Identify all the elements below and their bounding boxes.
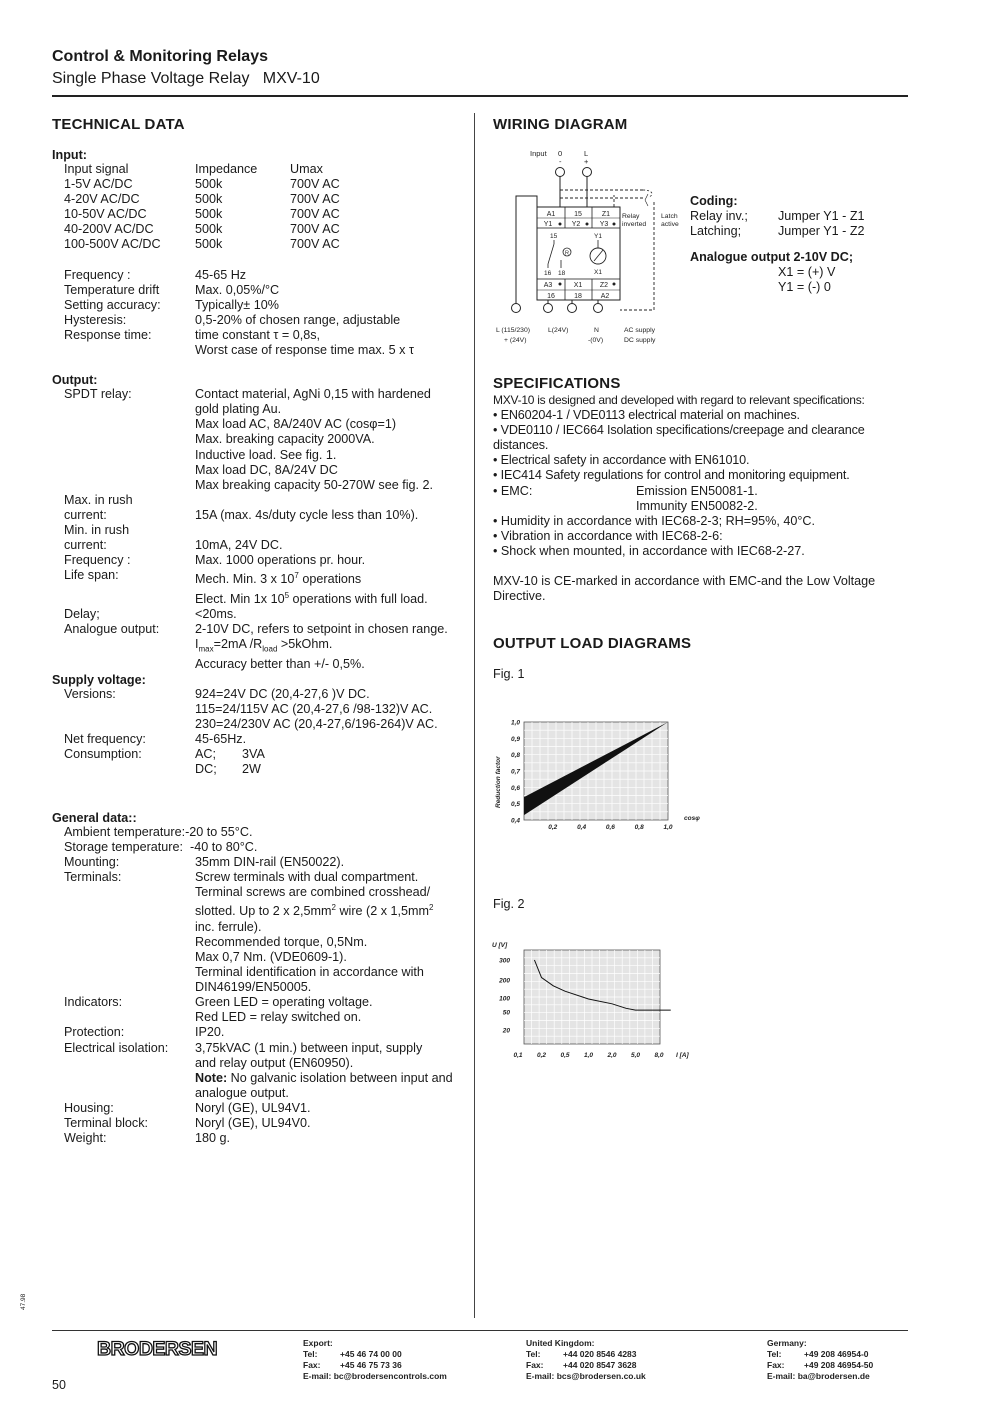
de-heading: Germany:: [767, 1338, 807, 1348]
internal-16: 16: [544, 270, 552, 277]
x-tick-label: 1,0: [663, 824, 673, 831]
lifespan-key: Life span:: [64, 568, 119, 583]
brand-logo: BRODERSEN: [97, 1338, 218, 1360]
input-table: [52, 162, 340, 253]
wiring-t0: 0: [558, 149, 563, 158]
input-signal: 40-200V AC/DC: [64, 222, 154, 237]
table-row: [52, 177, 340, 192]
x-tick-label: 8,0: [654, 1052, 664, 1059]
wiring-input-label: Input: [530, 149, 547, 158]
spec-item: • EN60204-1 / VDE0113 electrical material on machines.: [493, 408, 800, 423]
x-tick-label: 0,8: [634, 824, 644, 831]
spec-emc: [493, 484, 903, 499]
terminal-circle: [568, 304, 577, 313]
table-row: [52, 1025, 453, 1040]
table-row: [52, 553, 448, 568]
spec-item: • VDE0110 / IEC664 Isolation specifications/creepage and clearance: [493, 423, 865, 438]
terminal-Y3: Y3: [599, 221, 609, 228]
export-fax: +45 46 75 73 36: [340, 1360, 402, 1370]
specifications-body: [493, 393, 903, 604]
x-tick-label: 0,1: [513, 1052, 523, 1059]
export-email: E-mail: bc@brodersencontrols.com: [303, 1371, 447, 1381]
lifespan-elect-end: operations with full load.: [289, 591, 428, 606]
table-row: [52, 298, 414, 313]
bottom-L2: + (24V): [504, 337, 527, 344]
header-divider: [52, 95, 908, 97]
terminal-circle: [512, 304, 521, 313]
coding-value: Jumper Y1 - Z1: [778, 209, 865, 224]
export-heading: Export:: [303, 1338, 333, 1348]
input-params: [52, 268, 414, 359]
uk-tel-key: Tel:: [526, 1349, 541, 1359]
terminal-circle: [583, 168, 592, 177]
terminals-value: [195, 870, 453, 995]
input-table-header: [52, 162, 340, 177]
coding-block: [690, 194, 905, 296]
general-table: [52, 855, 453, 1146]
versions-key: Versions:: [64, 686, 116, 701]
terminal-circle: [544, 304, 553, 313]
netfreq-key: Net frequency:: [64, 731, 146, 746]
column-divider: [474, 113, 475, 1318]
housing-key: Housing:: [64, 1100, 114, 1115]
bottom-0V: -(0V): [588, 337, 604, 344]
consumption-key: Consumption:: [64, 747, 142, 762]
technical-data-heading: TECHNICAL DATA: [52, 116, 185, 133]
consumption-value: [195, 747, 438, 777]
terminals-line2a: slotted. Up to 2 x 2,5mm: [195, 904, 332, 919]
spec-item: • Humidity in accordance with IEC68-2-3; RH=95%, 40°C.: [493, 513, 815, 528]
table-row: [52, 283, 414, 298]
coding-rows: [690, 209, 905, 239]
analogue-row: Y1 = (-) 0: [778, 280, 831, 295]
jumper-arrow: [645, 194, 648, 206]
wiring-diagram: [488, 140, 688, 350]
y-tick-label: 100: [499, 995, 510, 1003]
footer-divider: [52, 1330, 908, 1331]
analogue-end: >5kOhm.: [277, 637, 333, 651]
terminals-line1: Screw terminals with dual compartment. Terminal screws are combined crosshead/: [195, 870, 431, 900]
y-tick-label: 0,9: [510, 735, 520, 743]
analogue-i: I: [195, 637, 199, 651]
fig1-label: Fig. 1: [493, 667, 525, 681]
footer-uk: [526, 1338, 646, 1382]
de-fax-key: Fax:: [767, 1360, 785, 1370]
emc-immunity: Immunity EN50082-2.: [636, 498, 758, 513]
emc-key: • EMC:: [493, 483, 533, 498]
param-key: Temperature drift: [64, 282, 160, 297]
terminal-circle: [556, 168, 565, 177]
y-axis-label: Reduction factor: [495, 756, 502, 808]
x-tick-label: 0,5: [560, 1052, 570, 1059]
ce-statement: MXV-10 is CE-marked in accordance with EMC-and the Low Voltage Directive.: [493, 574, 876, 604]
page-number: 50: [52, 1378, 66, 1392]
analogue-max: max: [198, 644, 214, 654]
terminal-dot: [613, 283, 616, 286]
terminal-A3: A3: [543, 282, 553, 289]
y-tick-label: 200: [499, 977, 510, 985]
spec-list-2: [493, 514, 903, 559]
input-signal: 1-5V AC/DC: [64, 177, 133, 192]
uk-heading: United Kingdom:: [526, 1338, 595, 1348]
uk-email: E-mail: bcs@brodersen.co.uk: [526, 1371, 646, 1381]
terminal-Y1: Y1: [543, 221, 553, 228]
input-signal: 100-500V AC/DC: [64, 237, 161, 252]
general-data-section: [52, 811, 467, 1146]
ac-supply: AC supply: [624, 327, 655, 334]
terminal-circle: [594, 304, 603, 313]
param-key: Frequency :: [64, 267, 131, 282]
spec-item: • Electrical safety in accordance with EN61010.: [493, 453, 750, 468]
terminal-A1: A1: [546, 211, 556, 218]
uk-fax-key: Fax:: [526, 1360, 544, 1370]
table-row: [52, 523, 448, 553]
note-label: Note:: [195, 1070, 228, 1085]
input-signal: 10-50V AC/DC: [64, 207, 147, 222]
y-tick-label: 1,0: [510, 719, 520, 727]
table-row: [52, 1041, 453, 1101]
y-tick-label: 0,4: [510, 817, 520, 825]
table-row: [52, 237, 340, 252]
spec-item: • Shock when mounted, in accordance with IEC68-2-27.: [493, 543, 805, 558]
lifespan-mech-end: operations: [298, 572, 362, 587]
table-row: [52, 568, 448, 607]
input-label: Input:: [52, 148, 87, 162]
terminal-block-key: Terminal block:: [64, 1115, 148, 1130]
inrush-key: Max. in rush current:: [64, 492, 133, 522]
input-impedance: 500k: [195, 222, 223, 237]
terminals-line3: inc. ferrule). Recommended torque, 0,5Nm. Max 0,7 Nm. (VDE0609-1). Terminal identification in accordance with DIN46199/EN50005.: [195, 919, 424, 995]
input-col-impedance: Impedance: [195, 162, 258, 176]
isolation-key: Electrical isolation:: [64, 1040, 169, 1055]
de-tel-key: Tel:: [767, 1349, 782, 1359]
input-umax: 700V AC: [290, 177, 340, 192]
spec-item: • Vibration in accordance with IEC68-2-6:: [493, 528, 723, 543]
y-tick-label: 20: [502, 1027, 510, 1035]
terminal-Y2: Y2: [571, 221, 581, 228]
terminals-key: Terminals:: [64, 870, 122, 885]
bottom-L1: L (115/230): [496, 327, 531, 334]
table-row: [52, 313, 414, 328]
input-impedance: 500k: [195, 192, 223, 207]
delay-key: Delay;: [64, 606, 100, 621]
table-row: [52, 493, 448, 523]
emc-emission: Emission EN50081-1.: [636, 483, 758, 498]
page-subtitle: Single Phase Voltage Relay MXV-10: [52, 70, 320, 87]
relay-inverted-2: inverted: [622, 221, 647, 228]
analogue-mid: =2mA /R: [213, 637, 263, 651]
consumption-dc: DC;: [195, 762, 217, 777]
min-inrush-value: 10mA, 24V DC.: [195, 538, 283, 553]
analogue-rows: [690, 265, 905, 295]
consumption-ac: AC;: [195, 747, 216, 762]
coding-row: [690, 224, 905, 239]
internal-X1: X1: [594, 269, 602, 276]
table-row: [52, 192, 340, 207]
input-col-signal: Input signal: [64, 162, 129, 176]
de-email: E-mail: ba@brodersen.de: [767, 1371, 870, 1381]
fig2-label: Fig. 2: [493, 897, 525, 911]
bottom-N: N: [594, 327, 599, 334]
delay-value: <20ms.: [195, 606, 237, 621]
table-row: [52, 995, 453, 1025]
x-axis-label: I [A]: [676, 1052, 689, 1059]
input-umax: 700V AC: [290, 222, 340, 237]
y-tick-label: 50: [502, 1009, 510, 1017]
terminal-X1b: X1: [573, 282, 583, 289]
analogue-key: Analogue output:: [64, 621, 160, 636]
input-col-umax: Umax: [290, 162, 323, 176]
supply-table: [52, 687, 438, 778]
coding-row: [690, 209, 905, 224]
lifespan-elect-exp: 5: [284, 590, 290, 600]
y-tick-label: 0,7: [510, 768, 520, 776]
analogue-line3: Accuracy better than +/- 0,5%.: [195, 656, 365, 671]
input-impedance: 500k: [195, 177, 223, 192]
y-tick-label: 300: [499, 957, 510, 965]
table-row: [52, 870, 453, 995]
internal-15: 15: [550, 233, 558, 240]
consumption-ac-value: 3VA: [242, 747, 265, 762]
wire: [516, 196, 537, 304]
coding-label: Coding:: [690, 194, 738, 208]
mounting-value: 35mm DIN-rail (EN50022).: [195, 855, 345, 870]
terminal-15: 15: [574, 211, 582, 218]
wiring-heading: WIRING DIAGRAM: [493, 116, 628, 133]
weight-key: Weight:: [64, 1131, 107, 1146]
footer-export: [303, 1338, 447, 1382]
page-title: Control & Monitoring Relays: [52, 48, 268, 65]
terminal-dot: [586, 223, 589, 226]
analogue-value: [195, 622, 448, 672]
jumper-loop: [643, 190, 652, 197]
coding-key: Relay inv.;: [690, 209, 748, 224]
terminal-dot: [613, 223, 616, 226]
x-tick-label: 0,2: [536, 1052, 547, 1059]
table-row: [52, 607, 448, 622]
doc-code: 47.98: [20, 1293, 27, 1310]
netfreq-value: 45-65Hz.: [195, 731, 247, 746]
table-row: [52, 687, 438, 732]
isolation-line: 3,75kVAC (1 min.) between input, supply and relay output (EN60950).: [195, 1040, 423, 1070]
load-diagrams-heading: OUTPUT LOAD DIAGRAMS: [493, 635, 692, 652]
dc-supply: DC supply: [624, 337, 656, 344]
bottom-L24: L(24V): [548, 327, 569, 334]
protection-value: IP20.: [195, 1025, 225, 1040]
protection-key: Protection:: [64, 1025, 125, 1040]
y-tick-label: 0,6: [510, 784, 520, 792]
analogue-line1: 2-10V DC, refers to setpoint in chosen range.: [195, 621, 448, 636]
input-impedance: 500k: [195, 207, 223, 222]
terminals-sup2: 2: [429, 903, 434, 913]
relay-inverted-1: Relay: [622, 213, 640, 220]
mounting-key: Mounting:: [64, 855, 120, 870]
relay-coil-mark: R: [565, 250, 569, 257]
coding-value: Jumper Y1 - Z2: [778, 224, 865, 239]
x-tick-label: 0,4: [577, 824, 587, 831]
isolation-value: [195, 1041, 453, 1101]
terminal-Z2: Z2: [599, 282, 609, 289]
table-row: [52, 622, 448, 672]
spec-list: [493, 408, 903, 483]
wiring-tplus: +: [584, 157, 589, 166]
output-frequency-key: Frequency :: [64, 553, 131, 568]
internal-18: 18: [558, 270, 566, 277]
spec-intro: MXV-10 is designed and developed with regard to relevant specifications:: [493, 393, 865, 407]
param-key: Response time:: [64, 327, 152, 342]
input-signal: 4-20V AC/DC: [64, 192, 140, 207]
terminal-18: 18: [574, 293, 582, 300]
uk-tel: +44 020 8546 4283: [563, 1349, 637, 1359]
table-row: [52, 328, 414, 358]
wiring-tminus: -: [559, 157, 562, 166]
y-tick-label: 0,5: [510, 801, 520, 809]
spdt-key: SPDT relay:: [64, 387, 132, 402]
supply-label: Supply voltage:: [52, 672, 146, 687]
param-value: 45-65 Hz: [195, 267, 247, 282]
technical-data-section: [52, 148, 467, 777]
fig1-chart: [488, 712, 718, 837]
param-value: time constant τ = 0,8s, Worst case of response time max. 5 x τ: [195, 327, 414, 358]
spec-item: • IEC414 Safety regulations for control and monitoring equipment.: [493, 468, 850, 483]
spdt-value: Contact material, AgNi 0,15 with hardened gold plating Au. Max load AC, 8A/240V AC (cosφ=1) Max. breaking capacity 2000VA. Inductive load. See fig. 1. Max load DC, 8A/24V DC Max breaking capacity 50-270W see fig. 2.: [195, 387, 434, 492]
uk-fax: +44 020 8547 3628: [563, 1360, 637, 1370]
latch-active-2: active: [661, 221, 679, 228]
input-umax: 700V AC: [290, 192, 340, 207]
table-row: [52, 1131, 453, 1146]
table-row: [52, 1101, 453, 1116]
lifespan-value: [195, 568, 448, 607]
param-key: Setting accuracy:: [64, 297, 161, 312]
x-axis-label: cosφ: [684, 815, 700, 822]
terminal-block-value: Noryl (GE), UL94V0.: [195, 1115, 311, 1130]
table-row: [52, 268, 414, 283]
wiring-tL: L: [584, 149, 589, 158]
input-impedance: 500k: [195, 237, 223, 252]
table-row: [52, 747, 438, 777]
table-row: [52, 1116, 453, 1131]
input-umax: 700V AC: [290, 237, 340, 252]
de-fax: +49 208 46954-50: [804, 1360, 874, 1370]
terminal-16: 16: [547, 293, 555, 300]
y-axis-label: U [V]: [492, 942, 508, 949]
footer-germany: [767, 1338, 873, 1382]
versions-value: 924=24V DC (20,4-27,6 )V DC. 115=24/115V AC (20,4-27,6 /98-132)V AC. 230=24/230V AC (20,4-27,6/196-264)V AC.: [195, 686, 438, 731]
latch-active-1: Latch: [661, 213, 678, 220]
y-tick-label: 0,8: [510, 752, 520, 760]
ambient-temp: Ambient temperature:-20 to 55°C.: [64, 825, 253, 839]
analogue-label: Analogue output 2-10V DC;: [690, 250, 854, 265]
param-value: Max. 0,05%/°C: [195, 282, 280, 297]
output-table: [52, 387, 448, 672]
table-row: [52, 855, 453, 870]
fig2-chart: [488, 938, 718, 1063]
x-tick-label: 0,6: [605, 824, 615, 831]
analogue-load: load: [262, 644, 278, 654]
table-row: [52, 732, 438, 747]
table-row: [52, 222, 340, 237]
terminal-dot: [559, 223, 562, 226]
input-umax: 700V AC: [290, 207, 340, 222]
min-inrush-key: Min. in rush current:: [64, 522, 130, 553]
export-tel: +45 46 74 00 00: [340, 1349, 402, 1359]
terminals-sup1: 2: [331, 903, 336, 913]
param-value: 0,5-20% of chosen range, adjustable: [195, 312, 401, 327]
output-label: Output:: [52, 373, 98, 388]
x-tick-label: 1,0: [583, 1052, 594, 1059]
terminals-line2b: wire (2 x 1,5mm: [335, 904, 430, 919]
export-tel-key: Tel:: [303, 1349, 318, 1359]
param-value: Typically± 10%: [195, 297, 279, 312]
general-label: General data::: [52, 811, 137, 825]
x-tick-label: 0,2: [548, 824, 558, 831]
housing-value: Noryl (GE), UL94V1.: [195, 1100, 311, 1115]
terminal-A2: A2: [600, 293, 610, 300]
x-tick-label: 5,0: [630, 1052, 641, 1059]
note-text: No galvanic isolation between input and analogue output.: [195, 1070, 453, 1100]
table-row: [52, 387, 448, 493]
table-row: [52, 207, 340, 222]
storage-temp: Storage temperature: -40 to 80°C.: [64, 840, 258, 855]
lifespan-mech: Mech. Min. 3 x 10: [195, 572, 295, 587]
lifespan-elect: Elect. Min 1x 10: [195, 591, 285, 606]
x-tick-label: 2,0: [607, 1052, 617, 1059]
lifespan-mech-exp: 7: [294, 571, 299, 581]
spec-item: distances.: [493, 438, 549, 453]
analogue-row: X1 = (+) V: [778, 265, 836, 280]
specifications-heading: SPECIFICATIONS: [493, 375, 621, 392]
consumption-dc-value: 2W: [242, 762, 261, 777]
coding-key: Latching;: [690, 224, 742, 239]
de-tel: +49 208 46954-0: [804, 1349, 869, 1359]
terminal-dot: [559, 283, 562, 286]
internal-Y1: Y1: [594, 233, 602, 240]
weight-value: 180 g.: [195, 1131, 231, 1146]
param-key: Hysteresis:: [64, 312, 127, 327]
inrush-value: 15A (max. 4s/duty cycle less than 10%).: [195, 507, 419, 522]
terminal-Z1: Z1: [601, 211, 611, 218]
indicators-key: Indicators:: [64, 995, 123, 1010]
output-frequency-value: Max. 1000 operations pr. hour.: [195, 553, 366, 568]
indicators-value: Green LED = operating voltage. Red LED = relay switched on.: [195, 995, 373, 1025]
export-fax-key: Fax:: [303, 1360, 321, 1370]
